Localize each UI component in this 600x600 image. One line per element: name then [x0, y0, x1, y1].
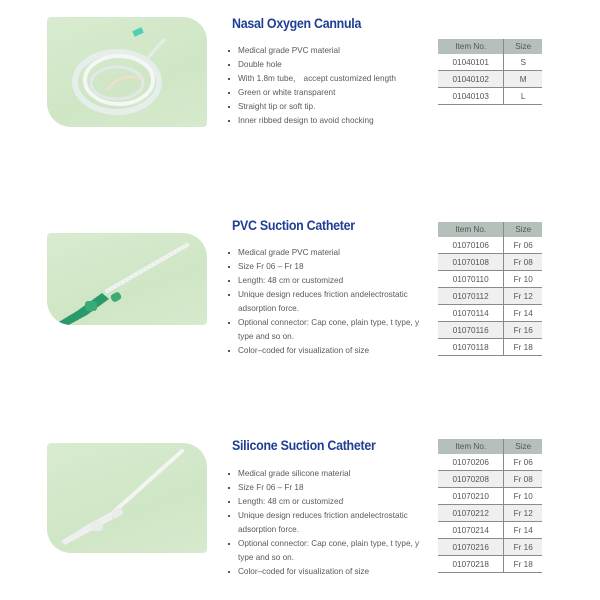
product-title: PVC Suction Catheter	[232, 218, 355, 233]
feature-item: With 1.8m tube， accept customized length	[228, 72, 428, 86]
table-row	[438, 54, 542, 71]
nasal-cannula-icon	[47, 17, 207, 127]
size-cell: Fr 10	[504, 488, 542, 505]
size-cell: L	[504, 88, 542, 105]
item-no-cell: 01070206	[438, 454, 504, 471]
column-header-size: Size	[504, 439, 542, 454]
feature-item: Unique design reduces friction andelectrostatic adsorption force.	[228, 288, 428, 316]
size-cell: M	[504, 71, 542, 88]
product-image-panel	[47, 17, 207, 127]
column-header-size: Size	[504, 39, 542, 54]
column-header-item-no: Item No.	[438, 222, 504, 237]
item-no-cell: 01070110	[438, 271, 504, 288]
product-image-panel	[47, 443, 207, 553]
item-no-cell: 01070218	[438, 556, 504, 573]
feature-item: Length: 48 cm or customized	[228, 495, 428, 509]
size-cell: Fr 12	[504, 505, 542, 522]
table-header-row	[438, 222, 542, 237]
table-row	[438, 339, 542, 356]
feature-item: Size Fr 06 – Fr 18	[228, 260, 428, 274]
feature-item: Size Fr 06 – Fr 18	[228, 481, 428, 495]
column-header-item-no: Item No.	[438, 439, 504, 454]
product-title: Nasal Oxygen Cannula	[232, 16, 362, 31]
table-row	[438, 305, 542, 322]
silicone-suction-catheter-icon	[47, 443, 207, 553]
size-cell: Fr 10	[504, 271, 542, 288]
table-row	[438, 488, 542, 505]
table-row	[438, 454, 542, 471]
column-header-size: Size	[504, 222, 542, 237]
item-no-cell: 01040103	[438, 88, 504, 105]
size-cell: Fr 06	[504, 454, 542, 471]
item-no-cell: 01070214	[438, 522, 504, 539]
feature-item: Medical grade PVC material	[228, 246, 428, 260]
item-no-cell: 01070112	[438, 288, 504, 305]
table-row	[438, 71, 542, 88]
feature-item: Green or white transparent	[228, 86, 428, 100]
size-cell: Fr 14	[504, 305, 542, 322]
item-no-cell: 01070118	[438, 339, 504, 356]
product-title: Silicone Suction Catheter	[232, 438, 376, 453]
table-row	[438, 237, 542, 254]
table-row	[438, 522, 542, 539]
feature-item: Color–coded for visualization of size	[228, 565, 428, 579]
spec-table	[438, 439, 542, 573]
feature-item: Length: 48 cm or customized	[228, 274, 428, 288]
table-row	[438, 254, 542, 271]
feature-item: Optional connector: Cap cone, plain type, t type, y type and so on.	[228, 537, 428, 565]
item-no-cell: 01070208	[438, 471, 504, 488]
size-cell: Fr 14	[504, 522, 542, 539]
item-no-cell: 01070212	[438, 505, 504, 522]
item-no-cell: 01070108	[438, 254, 504, 271]
item-no-cell: 01070116	[438, 322, 504, 339]
spec-table	[438, 39, 542, 105]
table-row	[438, 288, 542, 305]
table-row	[438, 271, 542, 288]
feature-list	[228, 44, 428, 128]
item-no-cell: 01070210	[438, 488, 504, 505]
table-header-row	[438, 439, 542, 454]
size-cell: Fr 12	[504, 288, 542, 305]
feature-item: Optional connector: Cap cone, plain type, t type, y type and so on.	[228, 316, 428, 344]
feature-list	[228, 246, 428, 358]
feature-item: Inner ribbed design to avoid chocking	[228, 114, 428, 128]
table-row	[438, 322, 542, 339]
feature-item: Double hole	[228, 58, 428, 72]
item-no-cell: 01070216	[438, 539, 504, 556]
table-row	[438, 505, 542, 522]
size-cell: Fr 18	[504, 339, 542, 356]
spec-table	[438, 222, 542, 356]
size-cell: Fr 08	[504, 254, 542, 271]
feature-item: Straight tip or soft tip.	[228, 100, 428, 114]
size-cell: Fr 18	[504, 556, 542, 573]
pvc-suction-catheter-icon	[47, 233, 207, 325]
item-no-cell: 01070106	[438, 237, 504, 254]
feature-list	[228, 467, 428, 579]
item-no-cell: 01040102	[438, 71, 504, 88]
feature-item: Unique design reduces friction andelectrostatic adsorption force.	[228, 509, 428, 537]
product-image-panel	[47, 233, 207, 325]
table-row	[438, 88, 542, 105]
table-header-row	[438, 39, 542, 54]
size-cell: S	[504, 54, 542, 71]
feature-item: Color–coded for visualization of size	[228, 344, 428, 358]
size-cell: Fr 16	[504, 322, 542, 339]
size-cell: Fr 16	[504, 539, 542, 556]
item-no-cell: 01040101	[438, 54, 504, 71]
feature-item: Medical grade PVC material	[228, 44, 428, 58]
feature-item: Medical grade silicone material	[228, 467, 428, 481]
size-cell: Fr 06	[504, 237, 542, 254]
table-row	[438, 556, 542, 573]
table-row	[438, 539, 542, 556]
column-header-item-no: Item No.	[438, 39, 504, 54]
table-row	[438, 471, 542, 488]
size-cell: Fr 08	[504, 471, 542, 488]
item-no-cell: 01070114	[438, 305, 504, 322]
